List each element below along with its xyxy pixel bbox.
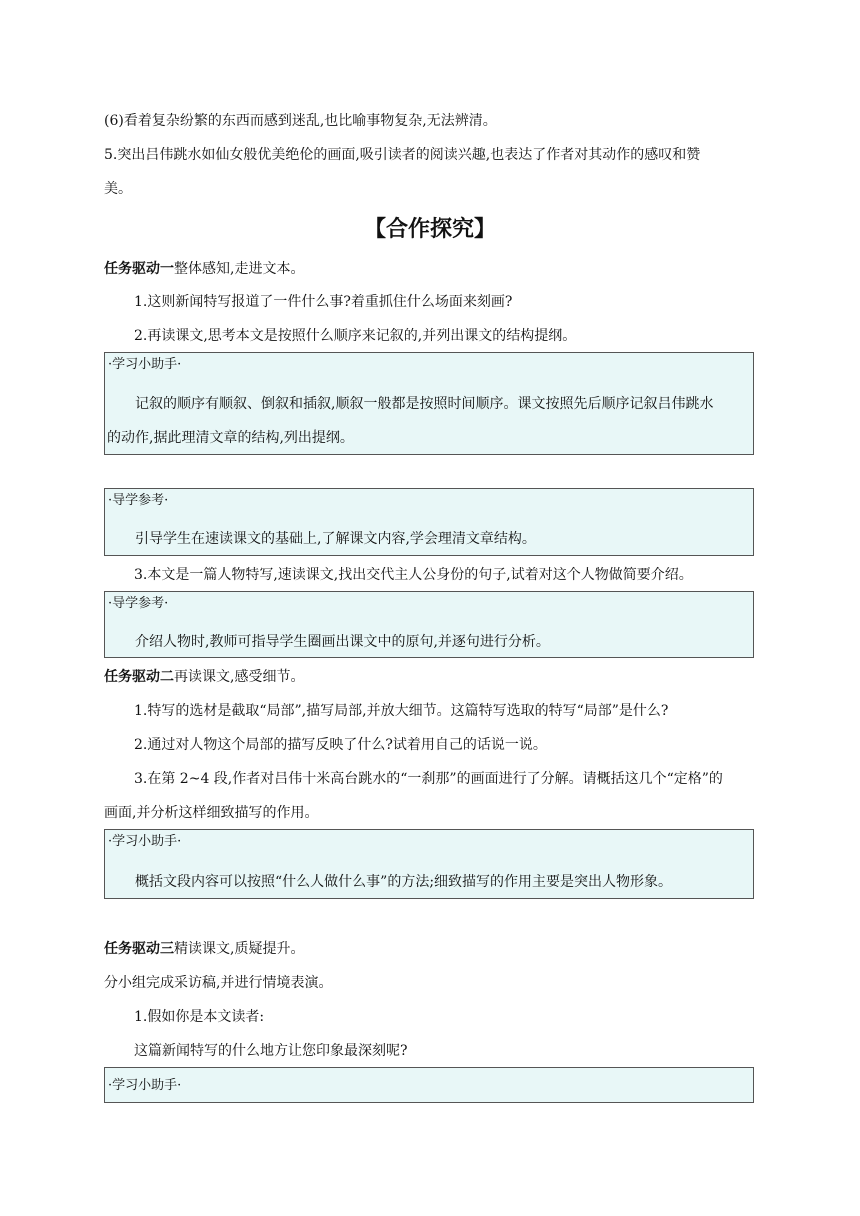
task-1-header [104, 259, 304, 279]
study-helper-box [104, 829, 754, 899]
study-helper-box [104, 352, 754, 455]
text-line: 5.突出吕伟跳水如仙女般优美绝伦的画面,吸引读者的阅读兴趣,也表达了作者对其动作的感叹和赞 [104, 147, 701, 163]
question: 这篇新闻特写的什么地方让您印象最深刻呢? [134, 1043, 408, 1059]
box-text: 概括文段内容可以按照“什么人做什么事”的方法;细致描写的作用主要是突出人物形象。 [135, 874, 673, 890]
box-tag: ·学习小助手· [108, 834, 182, 849]
box-text: 记叙的顺序有顺叙、倒叙和插叙,顺叙一般都是按照时间顺序。课文按照先后顺序记叙吕伟跳水 [135, 396, 714, 412]
task-label: 任务驱动一 [104, 261, 174, 277]
box-tag: ·学习小助手· [108, 1078, 182, 1093]
section-heading: 【合作探究】 [363, 217, 496, 242]
task-2-header [104, 667, 304, 687]
box-tag: ·导学参考· [108, 493, 169, 508]
task-text: 整体感知,走进文本。 [174, 261, 305, 277]
box-text: 的动作,据此理清文章的结构,列出提纲。 [107, 430, 354, 446]
text-line: 分小组完成采访稿,并进行情境表演。 [104, 975, 333, 991]
question: 1.假如你是本文读者: [134, 1009, 265, 1025]
box-tag: ·学习小助手· [108, 357, 182, 372]
question: 1.这则新闻特写报道了一件什么事?着重抓住什么场面来刻画? [134, 294, 513, 310]
box-tag: ·导学参考· [108, 596, 169, 611]
question: 画面,并分析这样细致描写的作用。 [104, 805, 319, 821]
task-3-header [104, 939, 304, 959]
task-label: 任务驱动三 [104, 941, 174, 957]
task-text: 再读课文,感受细节。 [174, 669, 305, 685]
question: 3.本文是一篇人物特写,速读课文,找出交代主人公身份的句子,试着对这个人物做简要介绍。 [134, 567, 693, 583]
guide-reference-box [104, 591, 754, 658]
guide-reference-box [104, 488, 754, 556]
question: 1.特写的选材是截取“局部”,描写局部,并放大细节。这篇特写选取的特写“局部”是什么? [134, 703, 669, 719]
question: 2.再读课文,思考本文是按照什么顺序来记叙的,并列出课文的结构提纲。 [134, 328, 577, 344]
question: 3.在第 2~4 段,作者对吕伟十米高台跳水的“一刹那”的画面进行了分解。请概括这几个“定格”的 [134, 771, 723, 787]
task-label: 任务驱动二 [104, 669, 174, 685]
box-text: 介绍人物时,教师可指导学生圈画出课文中的原句,并逐句进行分析。 [135, 634, 550, 650]
study-helper-box [104, 1067, 754, 1103]
task-text: 精读课文,质疑提升。 [174, 941, 305, 957]
box-text: 引导学生在速读课文的基础上,了解课文内容,学会理清文章结构。 [135, 531, 536, 547]
question: 2.通过对人物这个局部的描写反映了什么?试着用自己的话说一说。 [134, 737, 547, 753]
text-line: (6)看着复杂纷繁的东西而感到迷乱,也比喻事物复杂,无法辨清。 [104, 113, 497, 129]
text-line: 美。 [104, 181, 132, 197]
